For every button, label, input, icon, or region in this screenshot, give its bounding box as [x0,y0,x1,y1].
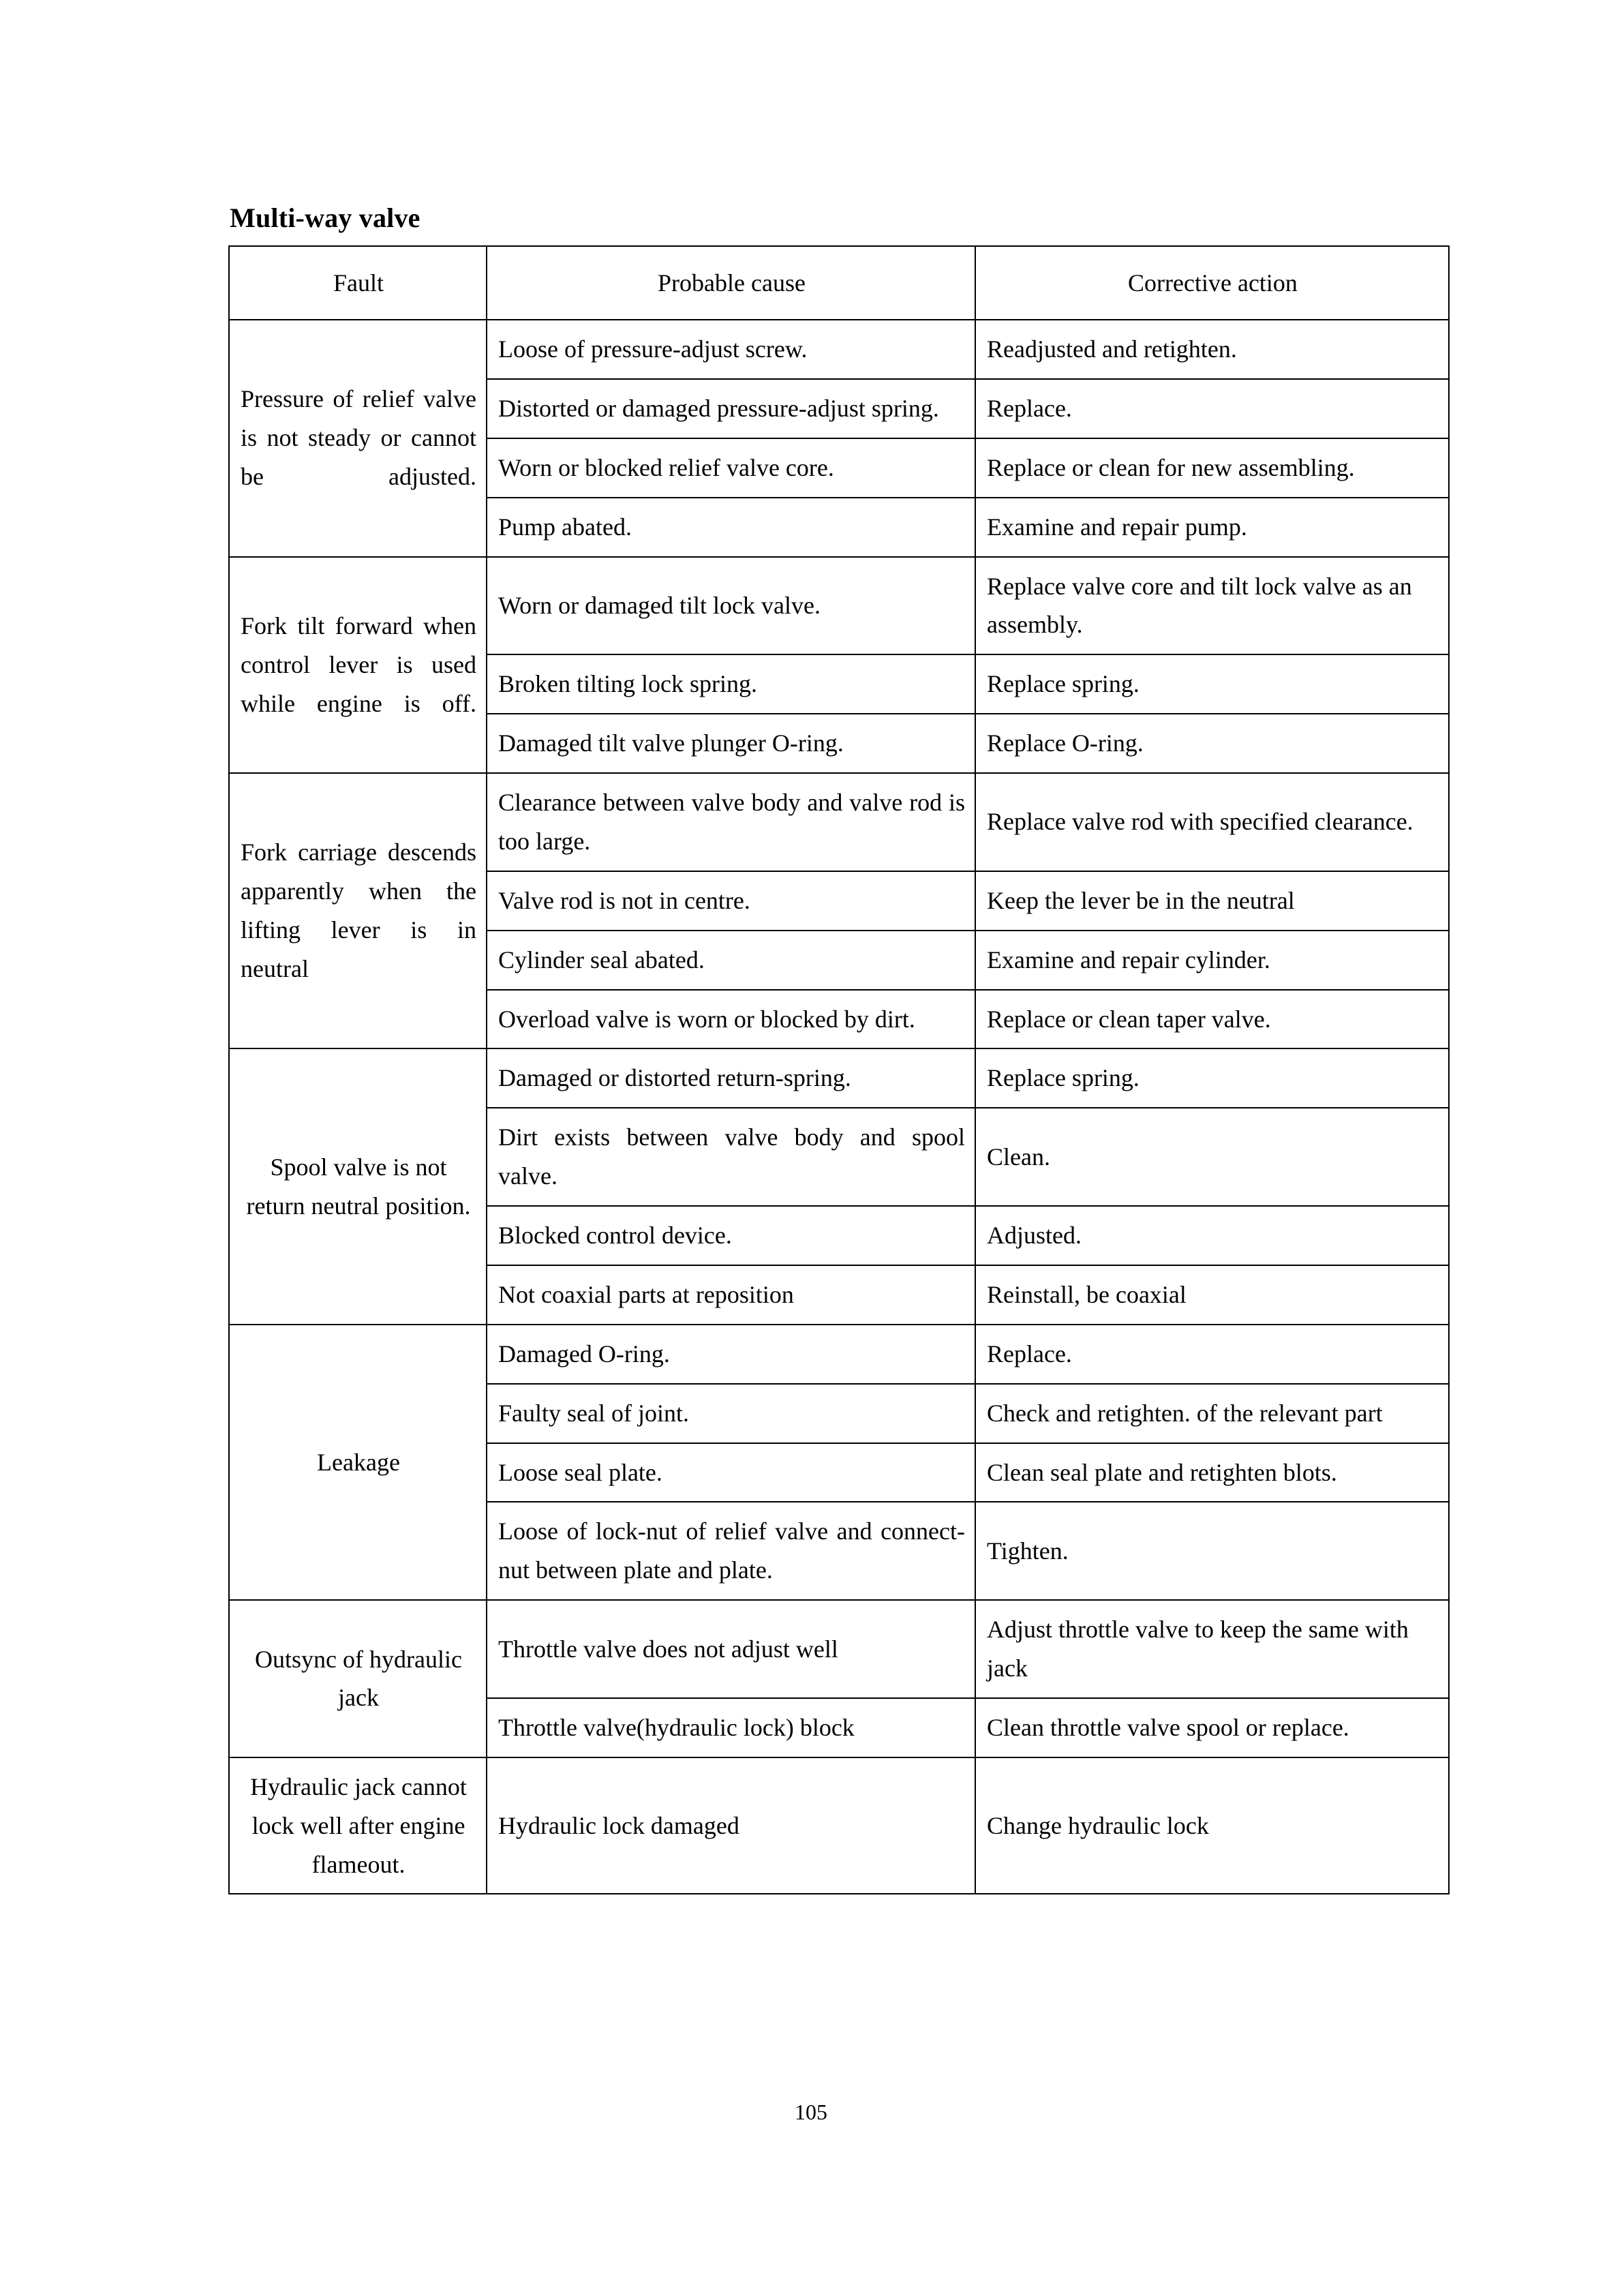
probable-cause-cell: Worn or damaged tilt lock valve. [487,557,975,655]
corrective-action-cell: Replace O-ring. [975,714,1449,773]
table-row [229,1757,1449,1894]
probable-cause-cell: Not coaxial parts at reposition [487,1265,975,1325]
fault-group-cell: Spool valve is not return neutral position. [229,1048,487,1324]
corrective-action-cell: Change hydraulic lock [975,1757,1449,1894]
column-header-corrective-action: Corrective action [975,246,1449,320]
corrective-action-cell: Replace or clean taper valve. [975,990,1449,1049]
fault-group-cell: Fork tilt forward when control lever is used while engine is off. [229,557,487,774]
column-header-probable-cause: Probable cause [487,246,975,320]
corrective-action-cell: Clean throttle valve spool or replace. [975,1698,1449,1757]
corrective-action-cell: Replace or clean for new assembling. [975,438,1449,498]
probable-cause-cell: Damaged tilt valve plunger O-ring. [487,714,975,773]
corrective-action-cell: Tighten. [975,1502,1449,1600]
corrective-action-cell: Examine and repair cylinder. [975,931,1449,990]
fault-group-cell: Pressure of relief valve is not steady or cannot be adjusted. [229,320,487,557]
corrective-action-cell: Replace valve rod with specified clearance. [975,773,1449,871]
fault-troubleshooting-table [228,245,1450,1894]
probable-cause-cell: Pump abated. [487,498,975,557]
corrective-action-cell: Keep the lever be in the neutral [975,871,1449,931]
probable-cause-cell: Broken tilting lock spring. [487,654,975,714]
probable-cause-cell: Loose of lock-nut of relief valve and connect-nut between plate and plate. [487,1502,975,1600]
table-body [229,320,1449,1894]
corrective-action-cell: Replace. [975,1325,1449,1384]
fault-group-cell: Fork carriage descends apparently when the lifting lever is in neutral [229,773,487,1048]
table-row [229,320,1449,379]
corrective-action-cell: Clean. [975,1108,1449,1206]
table-header-row [229,246,1449,320]
corrective-action-cell: Adjusted. [975,1206,1449,1265]
probable-cause-cell: Overload valve is worn or blocked by dirt. [487,990,975,1049]
column-header-fault: Fault [229,246,487,320]
table-row [229,773,1449,871]
corrective-action-cell: Examine and repair pump. [975,498,1449,557]
corrective-action-cell: Check and retighten. of the relevant part [975,1384,1449,1443]
fault-group-cell: Leakage [229,1325,487,1600]
corrective-action-cell: Reinstall, be coaxial [975,1265,1449,1325]
fault-group-cell: Outsync of hydraulic jack [229,1600,487,1757]
probable-cause-cell: Throttle valve does not adjust well [487,1600,975,1698]
probable-cause-cell: Damaged or distorted return-spring. [487,1048,975,1108]
table-row [229,1048,1449,1108]
probable-cause-cell: Worn or blocked relief valve core. [487,438,975,498]
table-header [229,246,1449,320]
probable-cause-cell: Clearance between valve body and valve rod is too large. [487,773,975,871]
probable-cause-cell: Valve rod is not in centre. [487,871,975,931]
corrective-action-cell: Clean seal plate and retighten blots. [975,1443,1449,1502]
corrective-action-cell: Replace. [975,379,1449,438]
corrective-action-cell: Adjust throttle valve to keep the same with jack [975,1600,1449,1698]
probable-cause-cell: Cylinder seal abated. [487,931,975,990]
probable-cause-cell: Damaged O-ring. [487,1325,975,1384]
corrective-action-cell: Replace valve core and tilt lock valve as an assembly. [975,557,1449,655]
probable-cause-cell: Faulty seal of joint. [487,1384,975,1443]
corrective-action-cell: Readjusted and retighten. [975,320,1449,379]
table-row [229,557,1449,655]
table-row [229,1600,1449,1698]
corrective-action-cell: Replace spring. [975,1048,1449,1108]
page-number: 105 [795,2100,827,2124]
page-title: Multi-way valve [230,202,420,233]
corrective-action-cell: Replace spring. [975,654,1449,714]
probable-cause-cell: Loose seal plate. [487,1443,975,1502]
probable-cause-cell: Dirt exists between valve body and spool valve. [487,1108,975,1206]
probable-cause-cell: Distorted or damaged pressure-adjust spring. [487,379,975,438]
table-row [229,1325,1449,1384]
probable-cause-cell: Hydraulic lock damaged [487,1757,975,1894]
probable-cause-cell: Throttle valve(hydraulic lock) block [487,1698,975,1757]
fault-group-cell: Hydraulic jack cannot lock well after engine flameout. [229,1757,487,1894]
probable-cause-cell: Blocked control device. [487,1206,975,1265]
probable-cause-cell: Loose of pressure-adjust screw. [487,320,975,379]
